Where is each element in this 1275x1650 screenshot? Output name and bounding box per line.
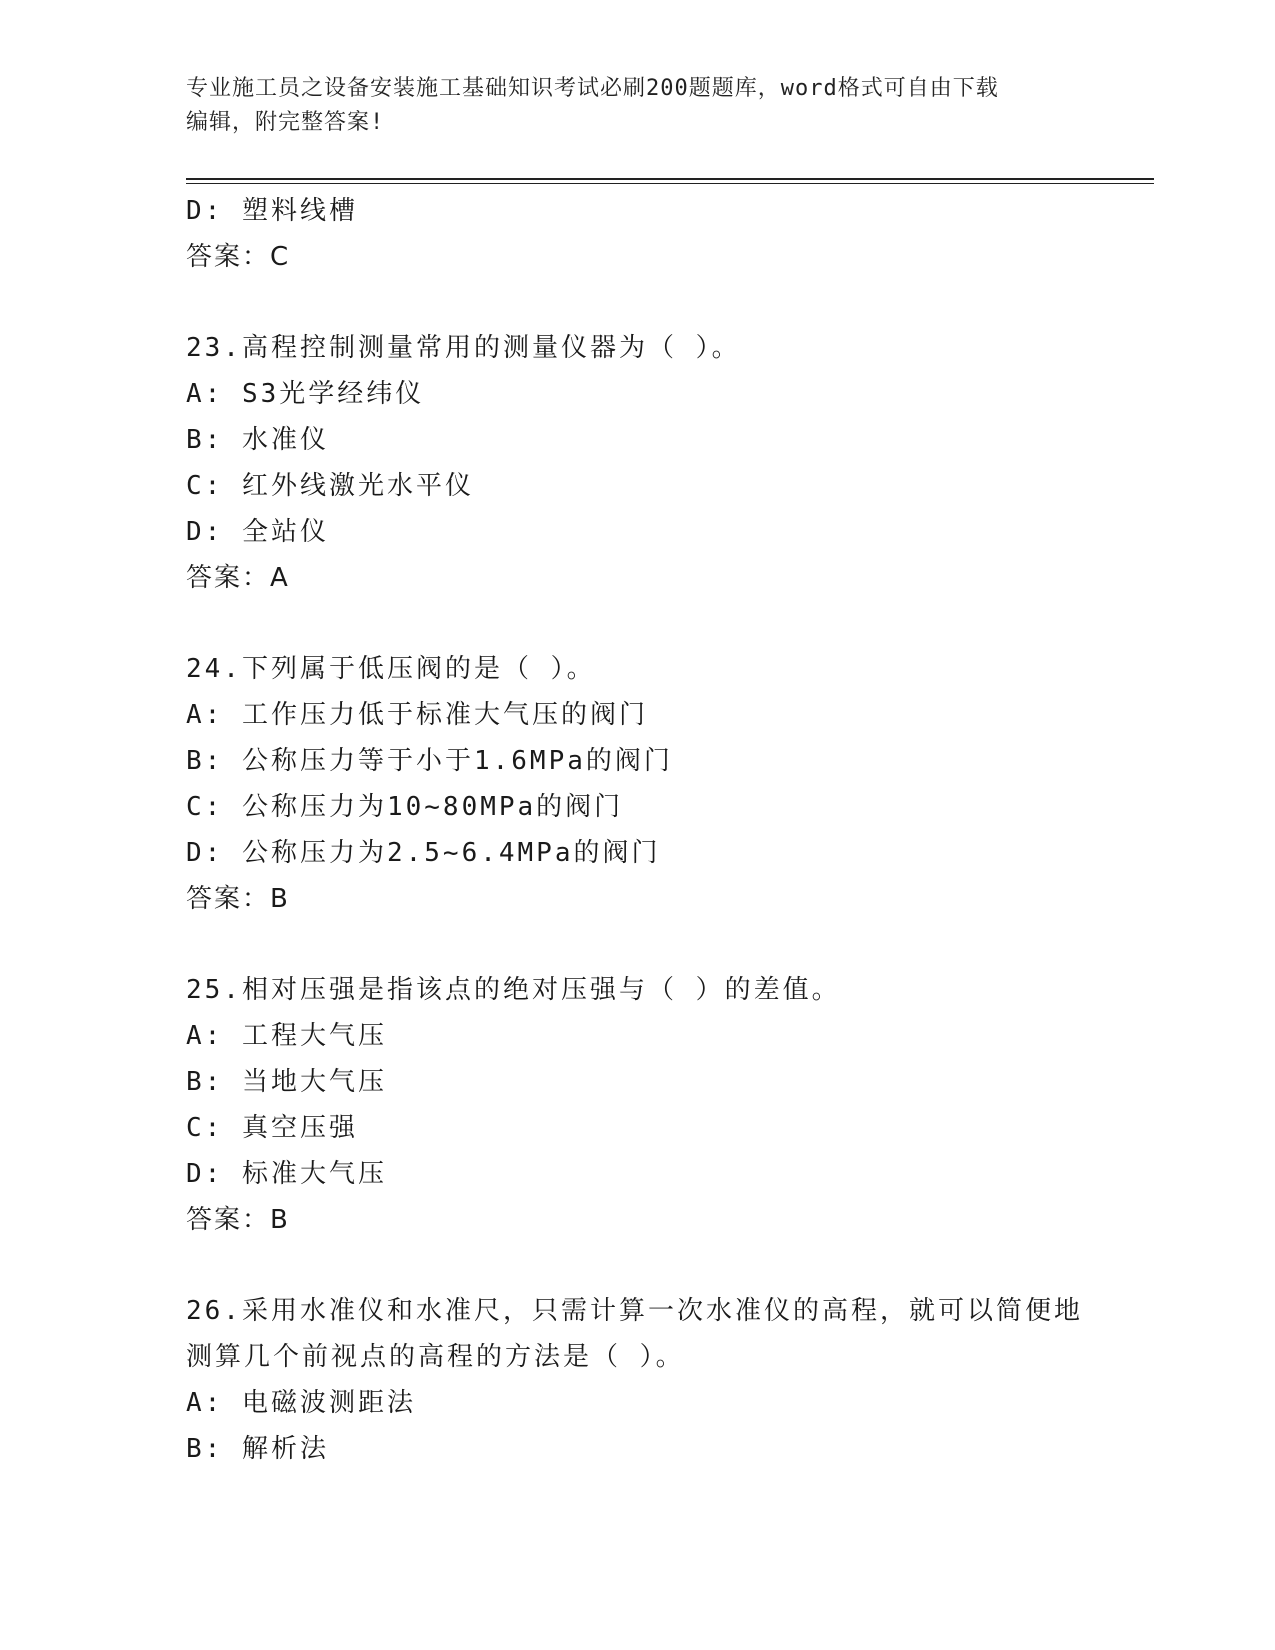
option-a: A: 电磁波测距法	[186, 1388, 416, 1418]
question-25	[186, 967, 1146, 1243]
option-c: C: 真空压强	[186, 1113, 358, 1143]
answer-line: 答案：B	[186, 1205, 290, 1235]
question-stem-line-1: 26.采用水准仪和水准尺，只需计算一次水准仪的高程，就可以简便地	[186, 1296, 1083, 1326]
option-c: C: 红外线激光水平仪	[186, 471, 474, 501]
option-b: B: 公称压力等于小于1.6MPa的阀门	[186, 746, 673, 776]
option-d: D: 塑料线槽	[186, 196, 358, 226]
question-23	[186, 325, 1146, 601]
option-d: D: 标准大气压	[186, 1159, 387, 1189]
answer-line: 答案：B	[186, 884, 290, 914]
spacer	[186, 601, 1146, 646]
option-a: A: 工程大气压	[186, 1021, 387, 1051]
header-title-line-1: 专业施工员之设备安装施工基础知识考试必刷200题题库，word格式可自由下载	[186, 76, 999, 101]
spacer	[186, 922, 1146, 967]
question-26	[186, 1288, 1146, 1472]
question-list	[186, 188, 1146, 1472]
option-a: A: S3光学经纬仪	[186, 379, 425, 409]
option-d: D: 公称压力为2.5~6.4MPa的阀门	[186, 838, 661, 868]
header-divider-thick	[186, 178, 1154, 180]
option-a: A: 工作压力低于标准大气压的阀门	[186, 700, 648, 730]
option-c: C: 公称压力为10~80MPa的阀门	[186, 792, 624, 822]
question-24	[186, 646, 1146, 922]
option-b: B: 水准仪	[186, 425, 329, 455]
question-stem: 24.下列属于低压阀的是（ ）。	[186, 654, 596, 684]
header-title-line-2: 编辑，附完整答案!	[186, 110, 385, 135]
document-header	[186, 72, 1086, 140]
option-d: D: 全站仪	[186, 517, 329, 547]
question-stem: 25.相对压强是指该点的绝对压强与（ ）的差值。	[186, 975, 841, 1005]
option-b: B: 解析法	[186, 1434, 329, 1464]
question-stem-line-2: 测算几个前视点的高程的方法是（ ）。	[186, 1342, 685, 1372]
spacer	[186, 280, 1146, 325]
option-b: B: 当地大气压	[186, 1067, 387, 1097]
header-divider-thin	[186, 183, 1154, 184]
spacer	[186, 1243, 1146, 1288]
answer-line: 答案：A	[186, 563, 290, 593]
question-stem: 23.高程控制测量常用的测量仪器为（ ）。	[186, 333, 741, 363]
answer-line: 答案：C	[186, 242, 291, 272]
